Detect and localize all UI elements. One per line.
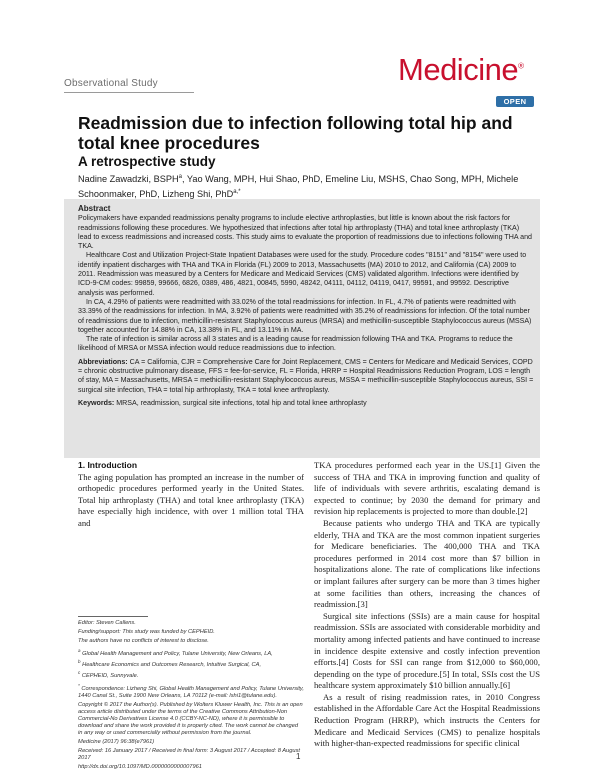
article-subtitle: A retrospective study bbox=[78, 154, 216, 169]
right-column bbox=[314, 460, 540, 750]
footnote-divider bbox=[78, 616, 148, 617]
left-column bbox=[78, 460, 304, 530]
page-number: 1 bbox=[296, 752, 301, 761]
trademark-mark: ® bbox=[518, 61, 524, 71]
other-authors: Yao Wang, MPH, Hui Shao, PhD, Emeline Liu, MSHS, Chao Song, MPH, Michele Schoonmaker, PhD, Lizheng Shi, PhD bbox=[78, 174, 519, 200]
funding-note: Funding/support: This study was funded by CEPHEID. bbox=[78, 629, 215, 635]
abstract-heading: Abstract bbox=[78, 204, 111, 213]
abbreviations bbox=[78, 358, 534, 395]
section-divider bbox=[64, 92, 194, 93]
footnotes bbox=[78, 620, 304, 773]
abstract-paragraph: The rate of infection is similar across all 3 states and is a leading cause for readmission following THA and TKA. Programs to reduce the likelihood of MRSA or MSSA infection would reduce readmissions due to infection. bbox=[78, 335, 513, 353]
introduction-heading: 1. Introduction bbox=[78, 460, 138, 470]
editor-note: Editor: Steven Callens. bbox=[78, 620, 136, 626]
journal-name: Medicine bbox=[398, 52, 519, 87]
journal-logo bbox=[398, 52, 523, 88]
affiliation: $^a$ Global Health Management and Policy, Tulane University, New Orleans, LA, $^b$ Healthcare Economics and Outcomes Research, Intuitive Surgical, CA, $^c$ CEPHEID, Sunnyvale. bbox=[78, 648, 273, 679]
keywords-label: Keywords: bbox=[78, 398, 115, 407]
abbreviations-label: Abbreviations: bbox=[78, 357, 128, 366]
body-paragraph: TKA procedures performed each year in the US.[1] Given the success of THA and TKA in improving function and quality of life of individuals with severe arthritis, escalating demand is expected to continue; by 2030 the demand for primary and revision hip replacements is projected to more than double.[2] bbox=[314, 460, 540, 517]
abstract-paragraph: Policymakers have expanded readmissions penalty programs to include elective arthroplasties, but little is known about the risk factors for readmissions following these procedures. We hypothesized that infections after total hip arthroplasty (THA) and total knee arthroplasty (TKA) lead to excess readmissions and increased costs. This study aims to evaluate the proportion of readmissions due to infections following THA and TKA. bbox=[78, 214, 532, 251]
open-access-badge: OPEN bbox=[496, 96, 534, 107]
received-note: Received: 16 January 2017 / Received in final form: 3 August 2017 / Accepted: 8 August 2017 bbox=[78, 747, 300, 761]
correspondence-note: * Correspondence: Lizheng Shi, Global Health Management and Policy, Tulane University, 1440 Canal St., Suite 1900 New Orleans, LA 70112 (e-mail: lshi1@tulane.edu). bbox=[78, 682, 304, 699]
body-paragraph: As a result of rising readmission rates, in 2010 Congress established in the Affordable Care Act the Hospital Readmissions Reduction Program (HRRP), which instructs the Centers for Medicare and Medicaid Services (CMS) to penalize hospitals with higher-than-expected readmissions for specific clinical bbox=[314, 691, 540, 749]
first-author: Nadine Zawadzki, BSPH bbox=[78, 174, 179, 185]
section-tag: Observational Study bbox=[64, 78, 158, 89]
keywords bbox=[78, 399, 534, 408]
body-paragraph: Surgical site infections (SSIs) are a main cause for hospital readmission. SSIs are associated with considerable morbidity and mortality among infected patients and have continued to increase in incidence despite extensive and costly infection prevention efforts.[4] Costs for SSI can range from $12,000 to $60,000, depending on the type of procedure.[5] In total, SSIs cost the US healthcare system approximately $10 billion annually.[6] bbox=[314, 610, 540, 691]
abstract-paragraph: In CA, 4.29% of patients were readmitted with 33.02% of the total readmissions for infection. In FL, 4.7% of patients were readmitted with 33.39% of the readmissions for infection. In MA, 3.92% of patients were readmitted with 35.2% of readmissions for infection. Of the total number of readmissions due to infection, methicillin-resistant Staphylococcus aureus (MRSA) and methicillin-susceptible Staphylococcus aureus (MSSA) together accounted for 14.88% in CA, 13.38% in FL, and 13.11% in MA. bbox=[78, 297, 532, 334]
body-paragraph: The aging population has prompted an increase in the number of orthopedic procedures performed yearly in the United States. Total hip arthroplasty (THA) and total knee arthroplasty (TKA) have especially high incidence, with over 1 million total THA and bbox=[78, 471, 304, 528]
abbreviations-text: CA = California, CJR = Comprehensive Care for Joint Replacement, CMS = Centers for Medicare and Medicaid Services, COPD = chronic obstructive pulmonary disease, FFS = fee-for-service, FL = Florida, HRRP = Hospital Readmissions Reduction Program, LOS = length of stay, MA = Massachusetts, MRSA = methicillin-resistant Staphylococcus aureus, MSSA = methicillin-susceptible Staphylococcus aureus, SSI = surgical site infection, THA = total hip arthroplasty, TKA = total knee arthroplasty. bbox=[78, 357, 534, 394]
copyright-note: Copyright © 2017 the Author(s). Published by Wolters Kluwer Health, Inc. This is an open access article distributed under the terms of the Creative Commons Attribution-Non Commercial-No Derivatives License 4.0 (CCBY-NC-ND), where it is permissible to download and share the work provided it is properly cited. The work cannot be changed in any way or used commercially without permission from the journal. bbox=[78, 701, 303, 736]
doi-link[interactable]: http://dx.doi.org/10.1097/MD.0000000000007961 bbox=[78, 763, 202, 770]
abstract bbox=[78, 204, 534, 408]
conflicts-note: The authors have no conflicts of interest to disclose. bbox=[78, 638, 209, 644]
article-title: Readmission due to infection following total hip and total knee procedures bbox=[78, 113, 513, 153]
abstract-paragraph: Healthcare Cost and Utilization Project-State Inpatient Databases were used for the study. Procedure codes "8151" and "8154" were used to identify inpatient discharges with THA and TKA in Florida (FL) 2009 to 2013, Massachusetts (MA) 2010 to 2012, and California (CA) 2009 to 2011. Readmission was measured by a Centers for Medicare and Medicaid Services (CMS) validated algorithm. Infections were identified by ICD-9-CM codes: 99859, 99666, 6826, 0389, 486, 4821, 00845, 5990, 48242, 04111, 04112, 04119, 0417, 99591, and 99592. Descriptive analysis was performed. bbox=[78, 251, 527, 297]
body-paragraph: Because patients who undergo THA and TKA are typically elderly, THA and TKA are the most common inpatient surgeries for Medicare beneficiaries. The 400,000 THA and TKA procedures performed in 2014 cost more than $7 billion in hospitalizations alone. The rate of complications like infections or implant failures after surgery can be more than 3 times higher at some facilities than others, increasing the chances of readmission.[3] bbox=[314, 517, 540, 610]
keywords-text: MRSA, readmission, surgical site infections, total hip and total knee arthroplasty bbox=[116, 398, 367, 407]
author-list: Nadine Zawadzki, BSPH$^a$, Yao Wang, MPH, Hui Shao, PhD, Emeline Liu, MSHS, Chao Song, MPH, Michele Schoonmaker, PhD, Lizheng Shi, PhD$^{a,*}$ bbox=[78, 174, 519, 200]
citation-note: Medicine (2017) 96:38(e7961) bbox=[78, 738, 155, 745]
